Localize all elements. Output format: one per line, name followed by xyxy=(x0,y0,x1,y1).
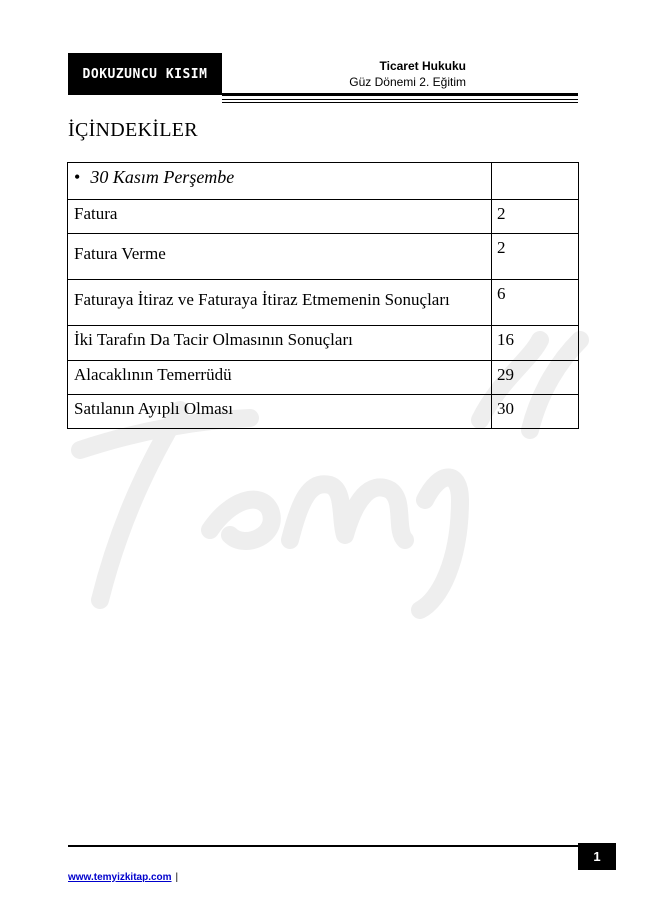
section-label: DOKUZUNCU KISIM xyxy=(68,53,222,95)
toc-date-text: 30 Kasım Perşembe xyxy=(90,167,235,187)
footer-separator: | xyxy=(175,872,179,883)
header-rule xyxy=(222,102,578,103)
toc-entry-title[interactable]: Alacaklının Temerrüdü xyxy=(68,361,492,395)
toc-entry-title[interactable]: Fatura xyxy=(68,200,492,234)
toc-row[interactable] xyxy=(68,395,579,429)
toc-date-heading xyxy=(68,163,492,200)
toc-table xyxy=(67,162,579,429)
toc-page-cell xyxy=(492,163,579,200)
toc-entry-title[interactable]: Fatura Verme xyxy=(68,234,492,280)
toc-entry-page: 16 xyxy=(492,326,579,361)
toc-row[interactable] xyxy=(68,361,579,395)
header-rule xyxy=(222,99,578,100)
header-info xyxy=(349,58,466,90)
toc-entry-page: 2 xyxy=(492,200,579,234)
toc-entry-page: 2 xyxy=(492,234,579,280)
footer xyxy=(68,872,178,883)
website-link[interactable]: www.temyizkitap.com xyxy=(68,872,172,883)
bullet-icon: • xyxy=(74,167,81,187)
toc-entry-page: 29 xyxy=(492,361,579,395)
toc-row[interactable] xyxy=(68,280,579,326)
toc-title: İÇİNDEKİLER xyxy=(68,119,198,141)
toc-row[interactable] xyxy=(68,234,579,280)
toc-row[interactable] xyxy=(68,326,579,361)
toc-entry-title[interactable]: Satılanın Ayıplı Olması xyxy=(68,395,492,429)
toc-row[interactable] xyxy=(68,200,579,234)
toc-date-row xyxy=(68,163,579,200)
header-rule xyxy=(222,93,578,96)
toc-entry-title[interactable]: İki Tarafın Da Tacir Olmasının Sonuçları xyxy=(68,326,492,361)
toc-entry-page: 30 xyxy=(492,395,579,429)
page-number: 1 xyxy=(578,843,616,870)
term-label: Güz Dönemi 2. Eğitim xyxy=(349,75,466,89)
toc-entry-page: 6 xyxy=(492,280,579,326)
toc-entry-title[interactable]: Faturaya İtiraz ve Faturaya İtiraz Etmemenin Sonuçları xyxy=(68,280,492,326)
course-name: Ticaret Hukuku xyxy=(379,59,466,73)
footer-rule xyxy=(68,845,580,847)
